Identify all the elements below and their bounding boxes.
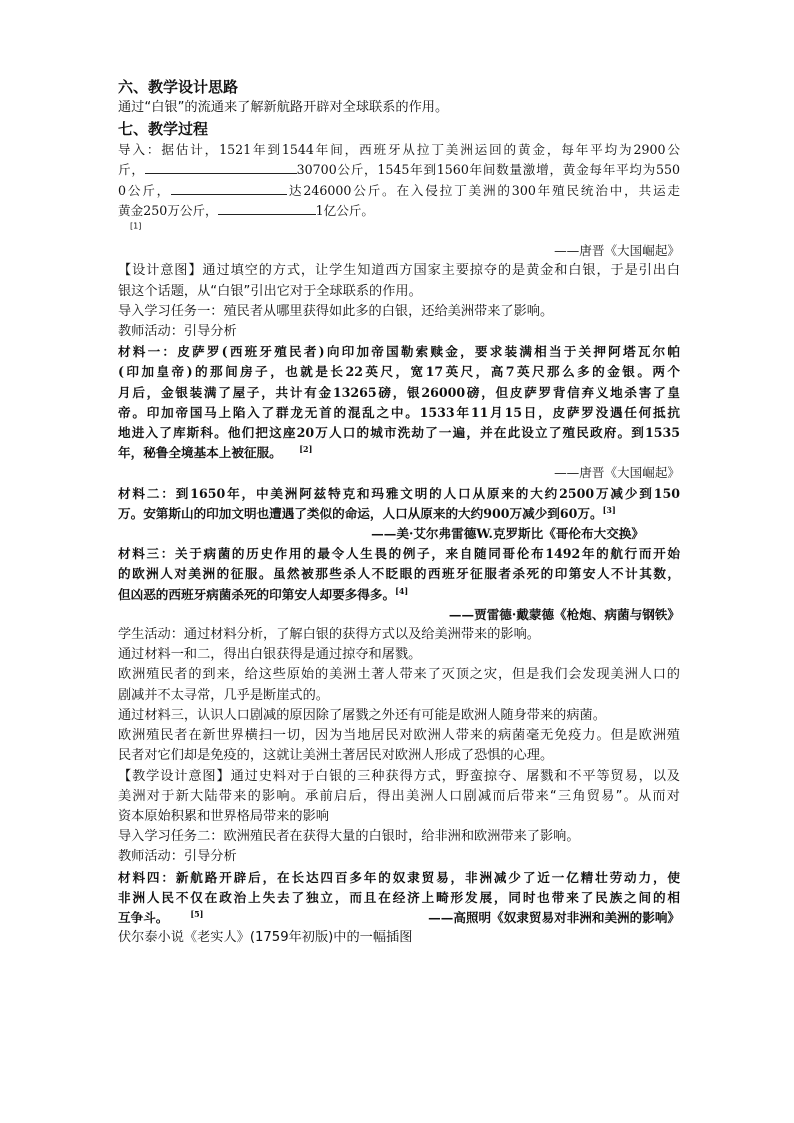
source-citation: ——高照明《奴隶贸易对非洲和美洲的影响》 xyxy=(428,909,680,925)
teacher-activity: 教师活动：引导分析 xyxy=(118,324,237,340)
material-line: 年，秘鲁全境基本上被征服。 [2] xyxy=(118,444,313,461)
design-intent: 银这个话题，从“白银”引出它对于全球联系的作用。 xyxy=(118,283,422,299)
design-intent: 【教学设计意图】通过史料对于白银的三种获得方式，野蛮掠夺、屠戮和不平等贸易，以及 xyxy=(118,768,680,784)
task-1: 导入学习任务一：殖民者从哪里获得如此多的白银，还给美洲带来了影响。 xyxy=(118,303,554,319)
footnote-ref: [3] xyxy=(602,504,616,515)
material-line: 但凶恶的西班牙病菌杀死的印第安人却要多得多。[4] xyxy=(118,585,409,602)
intro-line: 斤， 30700公斤，1545年到1560年间数量激增，黄金每年平均为550 xyxy=(118,162,680,178)
intro-line: 0公斤， 达246000公斤。在入侵拉丁美洲的300年殖民统治中，共运走 xyxy=(118,182,680,198)
material-line: 材料二：到1650年，中美洲阿兹特克和玛雅文明的人口从原来的大约2500万减少到150 xyxy=(118,485,680,501)
material-4 xyxy=(118,868,680,929)
student-activity: 学生活动：通过材料分析，了解白银的获得方式以及给美洲带来的影响。 xyxy=(118,627,540,643)
design-intent: 【设计意图】通过填空的方式，让学生知道西方国家主要掠夺的是黄金和白银，于是引出白 xyxy=(118,263,680,279)
material-2 xyxy=(118,484,680,545)
fill-blank[interactable] xyxy=(145,160,297,174)
intro-paragraph xyxy=(118,140,680,261)
intro-line: 导入：据估计，1521年到1544年间，西班牙从拉丁美洲运回的黄金，每年平均为2900公 xyxy=(118,142,680,158)
footnote-ref: [1] xyxy=(130,221,142,231)
material-3 xyxy=(118,544,680,625)
section-7-heading: 七、教学过程 xyxy=(118,120,209,139)
fill-blank[interactable] xyxy=(218,201,316,215)
material-line: 材料三：关于病菌的历史作用的最令人生畏的例子，来自随同哥伦布1492年的航行而开始 xyxy=(118,546,680,562)
footnote-ref: [2] xyxy=(299,444,313,455)
material-line: (印加皇帝)的那间房子，也就是长22英尺，宽17英尺，高7英尺那么多的金银。两个 xyxy=(118,364,680,380)
analysis-text: 欧洲殖民者在新世界横扫一切，因为当地居民对欧洲人带来的病菌毫无免疫力。但是欧洲殖 xyxy=(118,728,680,744)
teacher-activity: 教师活动：引导分析 xyxy=(118,849,237,865)
source-citation: ——唐晋《大国崛起》 xyxy=(554,243,680,259)
material-line: 材料四：新航路开辟后，在长达四百多年的奴隶贸易，非洲减少了近一亿精壮劳动力，使 xyxy=(118,869,680,885)
material-line: 非洲人民不仅在政治上失去了独立，而且在经济上畸形发展，同时也带来了民族之间的相 xyxy=(118,889,680,905)
task-2: 导入学习任务二：欧洲殖民者在获得大量的白银时，给非洲和欧洲带来了影响。 xyxy=(118,829,580,845)
material-line: 万。安第斯山的印加文明也遭遇了类似的命运，人口从原来的大约900万减少到60万。[3] xyxy=(118,504,616,521)
analysis-text: 通过材料三，认识人口剧减的原因除了屠戮之外还有可能是欧洲人随身带来的病菌。 xyxy=(118,707,606,723)
footnote-ref: [4] xyxy=(395,585,409,596)
material-line: 帝。印加帝国马上陷入了群龙无首的混乱之中。1533年11月15日，皮萨罗没遇任何抵抗 xyxy=(118,404,680,420)
footnote-ref: [5] xyxy=(190,908,204,919)
material-line: 的欧洲人对美洲的征服。虽然被那些杀人不眨眼的西班牙征服者杀死的印第安人不计其数， xyxy=(118,566,680,582)
intro-line: 黄金250万公斤， 1亿公斤。 xyxy=(118,202,374,218)
analysis-text: 民者对它们却是免疫的，这就让美洲土著居民对欧洲人形成了恐惧的心理。 xyxy=(118,748,554,764)
source-citation: ——贾雷德·戴蒙德《枪炮、病菌与钢铁》 xyxy=(448,606,680,622)
design-intent: 美洲对于新大陆带来的影响。承前启后，得出美洲人口剧减而后带来“三角贸易”。从而对 xyxy=(118,788,680,804)
illustration-caption: 伏尔泰小说《老实人》(1759年初版)中的一幅插图 xyxy=(118,930,413,946)
material-line: 月后，金银装满了屋子，共计有金13265磅，银26000磅，但皮萨罗背信弃义地杀害了皇 xyxy=(118,384,680,400)
design-intent: 资本原始积累和世界格局带来的影响 xyxy=(118,808,329,824)
source-citation: ——唐晋《大国崛起》 xyxy=(554,465,680,481)
section-6-text: 通过“白银”的流通来了解新航路开辟对全球联系的作用。 xyxy=(118,100,449,115)
analysis-text: 剧减并不太寻常，几乎是断崖式的。 xyxy=(118,687,329,703)
material-line: 互争斗。 [5] ——高照明《奴隶贸易对非洲和美洲的影响》 xyxy=(118,908,680,928)
material-line: 材料一：皮萨罗(西班牙殖民者)向印加帝国勒索赎金，要求装满相当于关押阿塔瓦尔帕 xyxy=(118,344,680,360)
analysis-text: 欧洲殖民者的到来，给这些原始的美洲土著人带来了灭顶之灾，但是我们会发现美洲人口的 xyxy=(118,667,680,683)
fill-blank[interactable] xyxy=(171,181,287,195)
material-line: 地进入了库斯科。他们把这座20万人口的城市洗劫了一遍，并在此设立了殖民政府。到1535 xyxy=(118,425,680,441)
source-citation: ——美·艾尔弗雷德W.克罗斯比《哥伦布大交换》 xyxy=(371,526,644,542)
document-page xyxy=(118,76,680,948)
section-6-heading: 六、教学设计思路 xyxy=(118,78,239,96)
analysis-text: 通过材料一和二，得出白银获得是通过掠夺和屠戮。 xyxy=(118,647,422,663)
material-1 xyxy=(118,342,680,483)
